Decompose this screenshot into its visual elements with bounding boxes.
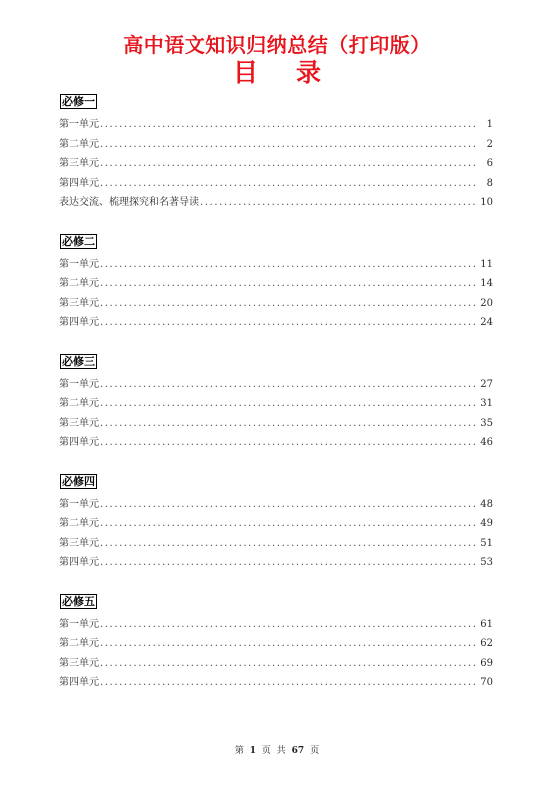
footer-total-pages: 67 <box>291 746 305 756</box>
toc-section <box>59 90 493 213</box>
toc-entry-page-number: 48 <box>480 498 493 510</box>
toc-entry[interactable] <box>59 495 493 515</box>
dot-leader <box>100 139 478 150</box>
dot-leader <box>100 317 478 328</box>
section-heading: 必修五 <box>62 594 95 608</box>
toc-entry-page-number: 2 <box>486 138 493 150</box>
toc-entry[interactable] <box>59 174 493 194</box>
toc-entry-label: 第三单元 <box>59 417 99 429</box>
section-heading: 必修一 <box>62 95 95 108</box>
footer-suffix: 页 <box>310 746 320 756</box>
toc-entry[interactable] <box>59 154 493 174</box>
toc-entry-label: 第四单元 <box>59 177 99 189</box>
toc-entry-page-number: 27 <box>480 378 493 390</box>
toc-entry-label: 第一单元 <box>59 498 99 510</box>
toc-entry-label: 第四单元 <box>59 557 99 568</box>
dot-leader <box>100 158 478 169</box>
footer-prefix: 第 <box>234 746 244 756</box>
dot-leader <box>100 538 478 549</box>
dot-leader <box>100 658 478 669</box>
toc-entry-label: 第三单元 <box>59 158 99 169</box>
toc-entry[interactable] <box>59 414 493 434</box>
toc-entry[interactable] <box>59 274 493 294</box>
toc-section <box>59 230 493 333</box>
dot-leader <box>100 379 478 390</box>
toc-entry-label: 第二单元 <box>59 638 99 649</box>
toc-entry[interactable] <box>59 433 493 453</box>
toc-entry-page-number: 53 <box>480 557 493 568</box>
toc-entry-label: 第一单元 <box>59 378 99 390</box>
section-heading: 必修三 <box>62 354 95 368</box>
toc-entry-page-number: 11 <box>480 258 493 270</box>
toc-entry[interactable] <box>59 255 493 275</box>
toc-entry-page-number: 20 <box>480 297 493 309</box>
toc-entry-label: 第四单元 <box>59 677 99 688</box>
toc-entry[interactable] <box>59 534 493 554</box>
toc-entry[interactable] <box>59 193 493 213</box>
toc-entry[interactable] <box>59 673 493 693</box>
toc-entry-page-number: 69 <box>480 657 493 669</box>
dot-leader <box>100 418 478 429</box>
toc-entry-label: 第三单元 <box>59 537 99 549</box>
dot-leader <box>200 197 478 208</box>
section-heading: 必修二 <box>62 234 95 248</box>
toc-entry-label: 第四单元 <box>59 317 99 328</box>
toc-entry-page-number: 70 <box>480 677 493 688</box>
toc-entry[interactable] <box>59 634 493 654</box>
toc-section <box>59 590 493 693</box>
toc-entry[interactable] <box>59 313 493 333</box>
dot-leader <box>100 638 478 649</box>
toc-entry-label: 表达交流、梳理探究和名著导读 <box>59 197 199 208</box>
toc-entry-label: 第三单元 <box>59 657 99 669</box>
toc-entry-page-number: 24 <box>480 317 493 328</box>
dot-leader <box>100 259 478 270</box>
toc-entry[interactable] <box>59 394 493 414</box>
toc-entry-page-number: 1 <box>486 119 493 130</box>
toc-entry-page-number: 49 <box>480 518 493 529</box>
dot-leader <box>100 557 478 568</box>
dot-leader <box>100 619 478 630</box>
section-heading: 必修四 <box>62 474 95 488</box>
dot-leader <box>100 398 478 409</box>
dot-leader <box>100 677 478 688</box>
toc-entry-label: 第二单元 <box>59 518 99 529</box>
toc-entry-page-number: 35 <box>480 417 493 429</box>
toc-heading: 目录 <box>232 58 359 87</box>
dot-leader <box>100 518 478 529</box>
table-of-contents <box>59 90 493 710</box>
toc-entry-label: 第一单元 <box>59 119 99 130</box>
toc-entry-page-number: 6 <box>486 158 493 169</box>
toc-entry-label: 第二单元 <box>59 398 99 409</box>
toc-entry[interactable] <box>59 294 493 314</box>
toc-entry-label: 第三单元 <box>59 297 99 309</box>
dot-leader <box>100 119 478 130</box>
toc-entry[interactable] <box>59 135 493 155</box>
toc-entry-label: 第四单元 <box>59 437 99 448</box>
dot-leader <box>100 499 478 510</box>
page-footer <box>0 743 554 756</box>
toc-entry-label: 第一单元 <box>59 618 99 630</box>
document-title: 高中语文知识归纳总结（打印版） <box>123 33 431 57</box>
toc-entry[interactable] <box>59 375 493 395</box>
footer-current-page: 1 <box>249 746 257 756</box>
toc-section <box>59 350 493 453</box>
toc-entry[interactable] <box>59 654 493 674</box>
toc-entry-page-number: 46 <box>480 437 493 448</box>
toc-entry[interactable] <box>59 115 493 135</box>
footer-middle: 页 共 <box>261 746 286 756</box>
toc-entry-page-number: 10 <box>480 197 493 208</box>
toc-entry-label: 第二单元 <box>59 278 99 289</box>
toc-entry-label: 第一单元 <box>59 258 99 270</box>
toc-entry[interactable] <box>59 615 493 635</box>
toc-entry-page-number: 62 <box>480 638 493 649</box>
dot-leader <box>100 278 478 289</box>
dot-leader <box>100 178 478 189</box>
toc-section <box>59 470 493 573</box>
toc-entry[interactable] <box>59 514 493 534</box>
toc-entry-page-number: 51 <box>480 537 493 549</box>
dot-leader <box>100 298 478 309</box>
toc-entry-page-number: 31 <box>480 398 493 409</box>
toc-entry-label: 第二单元 <box>59 138 99 150</box>
toc-entry-page-number: 14 <box>480 278 493 289</box>
toc-entry[interactable] <box>59 553 493 573</box>
dot-leader <box>100 437 478 448</box>
toc-entry-page-number: 8 <box>486 177 493 189</box>
toc-entry-page-number: 61 <box>480 618 493 630</box>
